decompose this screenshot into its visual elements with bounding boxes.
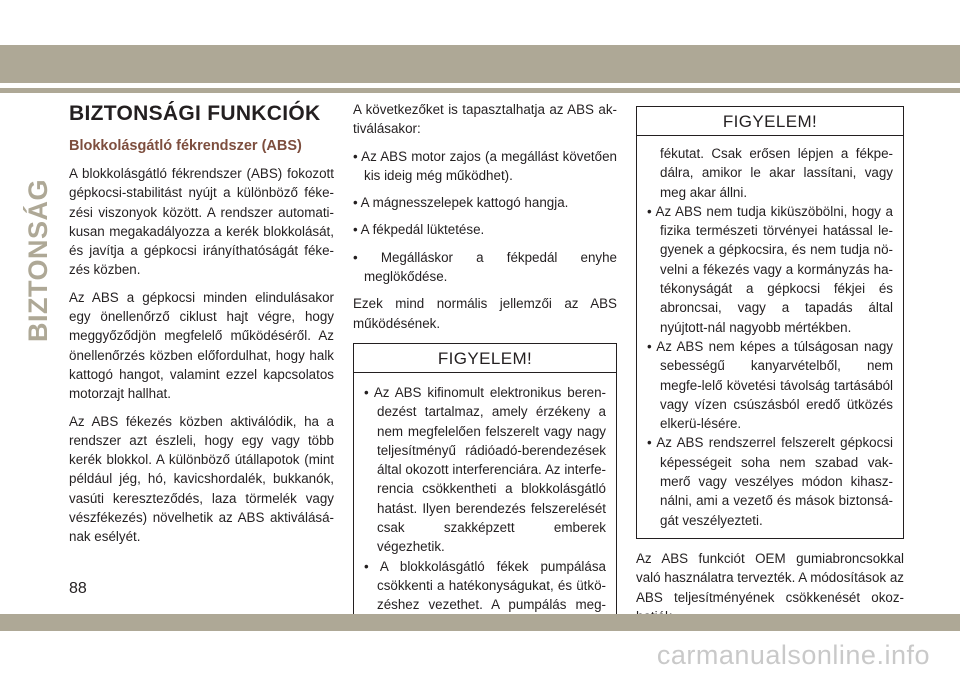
warning-heading: FIGYELEM! [354,344,616,373]
watermark: carmanualsonline.info [656,640,930,670]
header-bar [0,45,960,83]
section-side-label [18,178,58,342]
page-title: BIZTONSÁGI FUNKCIÓK [69,102,321,125]
paragraph: A blokkolásgátló fékrendszer (ABS) fokozott gépkocsi-stabilitást nyújt a különböző féke-zési viszonyok között. A rendszer automati-kusan megakadályozza a kerék blokkolását, és javítja a gépkocsi irányíthatóságát féke-zés közben. [69,166,334,278]
paragraph: Az ABS fékezés közben aktiválódik, ha a rendszer azt észleli, hogy egy vagy több kerék blokkol. A különböző útállapotok (mint például jég, hó, kavicshordalék, bukkanók, vasúti kereszteződés, laza törmelék vagy vészfékezés) növelhetik az ABS aktiválásá-nak esélyét. [69,413,334,545]
warning-item: • Az ABS kifinomult elektronikus beren-dezést tartalmaz, amely érzékeny a nem megfelelően felszerelt vagy nagy teljesítményű rádióadó-berendezések által okozott interferenciára. Az interfe-rencia csökkentheti a blokkolásgátló hatást. Ilyen berendezés felszerelését csak szakképzett emberek végezhetik. [364,384,606,555]
paragraph: Az ABS funkciót OEM gumiabroncsokkal való használatra tervezték. A módosítások az ABS teljesítményének csökkenését okoz- [636,550,904,605]
column-1 [69,100,334,555]
warning-body [637,136,903,538]
header-rule [0,88,960,93]
warning-item: • Az ABS rendszerrel felszerelt gépkocsi képességeit soha nem szabad vak-merő vagy veszélyes módon kihasz-nálni, ami a vezető és mások biztonsá-gát veszélyezteti. [647,435,893,528]
warning-item: • Az ABS nem tudja kiküszöbölni, hogy a fizika természeti törvényei hatással le-gyenek a gépkocsira, és nem tudja nö-velni a fékezés vagy a kormányzás ha-tékonyságát a gépkocsi fékjei és abroncsai, vagy a tapadás által nyújtott-nál nagyobb mértékben. [647,203,893,335]
warning-continuation: fékutat. Csak erősen lépjen a fékpe-dálra, amikor le akar lassítani, vagy meg akar állni. [660,146,893,200]
column-3 [636,106,904,634]
list-item: • A fékpedál lüktetése. [353,222,485,238]
warning-item: • A blokkolásgátló fékek pumpálása csökkenti a hatékonyságukat, és ütkö-zéshez vezethet. A pumpálás meg- [364,558,606,613]
warning-item: • Az ABS nem képes a túlságosan nagy sebességű kanyarvételből, nem megfe-lelő követési távolság tartásából vagy vízen csúszásból eredő ütközés elkerü-lésére. [647,338,893,432]
symptom-list [353,147,617,287]
column-2 [353,100,617,672]
paragraph: A következőket is tapasztalhatja az ABS ak-tiválásakor: [353,102,617,137]
list-item: • Megálláskor a fékpedál enyhe meglökődése. [353,249,617,285]
side-label-text: BIZTONSÁG [22,178,53,342]
list-item: • Az ABS motor zajos (a megállást követően kis ideig még működhet). [353,148,617,183]
paragraph: Az ABS a gépkocsi minden elindulásakor egy önellenőrző ciklust hajt végre, hogy meggyőződjön megfelelő működéséről. Az önellenőrzés közben előfordulhat, hogy halk kattogó hangot, valamint ezzel kapcsolatos motorzajt hallhat. [69,289,334,402]
paragraph: Ezek mind normális jellemzői az ABS működésének. [353,296,617,331]
warning-box-continued [636,106,904,539]
section-subtitle: Blokkolásgátló fékrendszer (ABS) [69,138,302,154]
page-number: 88 [69,580,87,597]
list-item: • A mágnesszelepek kattogó hangja. [353,195,569,211]
footer-bar [0,614,960,631]
top-margin [0,0,960,45]
warning-heading: FIGYELEM! [637,107,903,136]
